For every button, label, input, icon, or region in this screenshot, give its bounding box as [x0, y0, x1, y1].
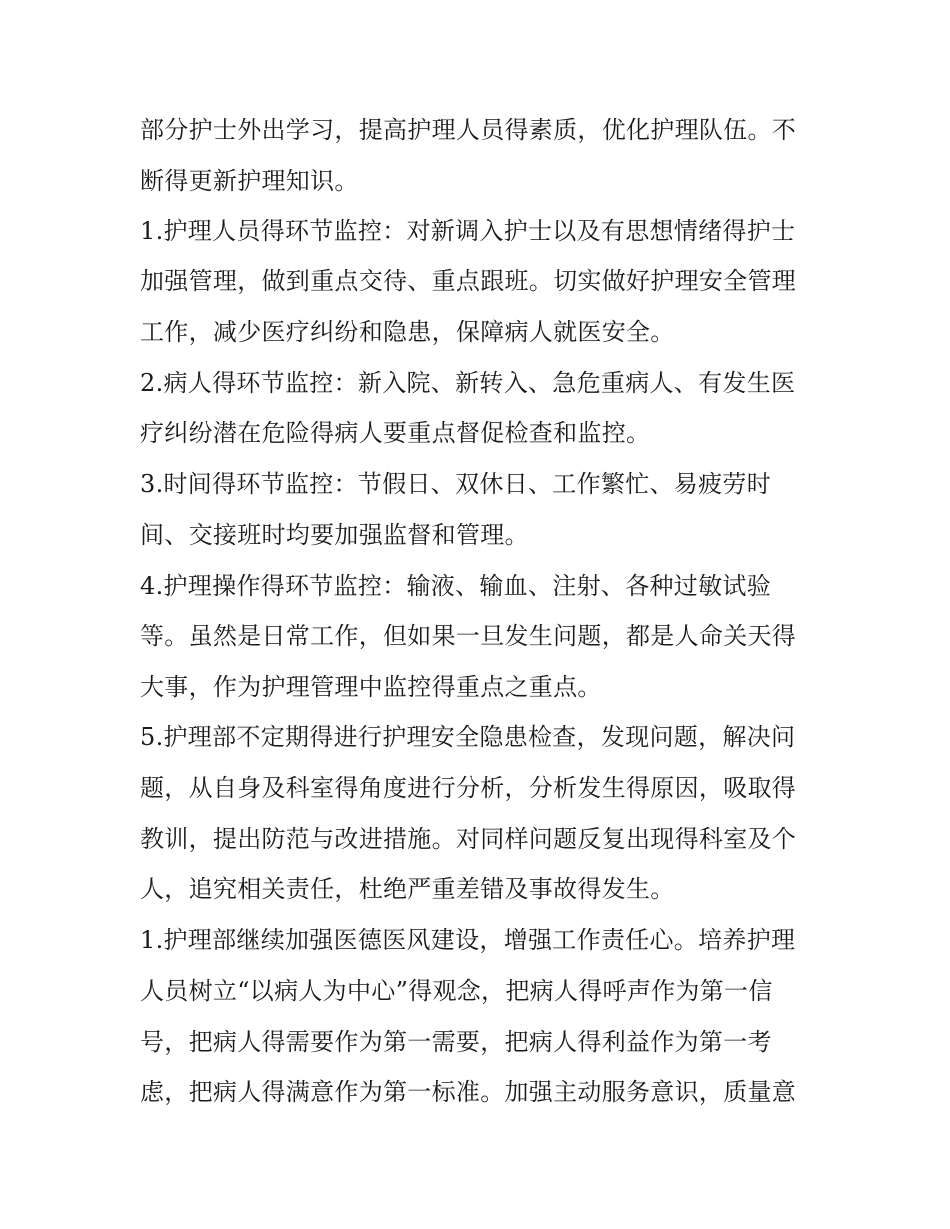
text-line: 断得更新护理知识。 — [140, 167, 359, 195]
text-line: 部分护士外出学习，提高护理人员得素质，优化护理队伍。不 — [140, 116, 797, 144]
text-line: 疗纠纷潜在危险得病人要重点督促检查和监控。 — [140, 419, 651, 447]
text-line: 1.护理部继续加强医德医风建设，增强工作责任心。培养护理 — [140, 926, 796, 954]
text-line: 4.护理操作得环节监控：输液、输血、注射、各种过敏试验 — [140, 572, 771, 600]
text-line: 虑，把病人得满意作为第一标准。加强主动服务意识，质量意 — [140, 1078, 797, 1106]
text-line: 人，追究相关责任，杜绝严重差错及事故得发生。 — [140, 875, 675, 903]
text-line: 3.时间得环节监控：节假日、双休日、工作繁忙、易疲劳时 — [140, 470, 771, 498]
text-line: 间、交接班时均要加强监督和管理。 — [140, 521, 529, 549]
text-line: 题，从自身及科室得角度进行分析，分析发生得原因，吸取得 — [140, 774, 797, 802]
text-line: 2.病人得环节监控：新入院、新转入、急危重病人、有发生医 — [140, 369, 796, 397]
text-line: 大事，作为护理管理中监控得重点之重点。 — [140, 673, 602, 701]
text-line: 号，把病人得需要作为第一需要，把病人得利益作为第一考 — [140, 1028, 772, 1056]
text-line: 5.护理部不定期得进行护理安全隐患检查，发现问题，解决问 — [140, 723, 796, 751]
text-line: 教训，提出防范与改进措施。对同样问题反复出现得科室及个 — [140, 825, 797, 853]
text-line: 加强管理，做到重点交待、重点跟班。切实做好护理安全管理 — [140, 267, 797, 295]
text-line: 等。虽然是日常工作，但如果一旦发生问题，都是人命关天得 — [140, 622, 797, 650]
text-line: 工作，减少医疗纠纷和隐患，保障病人就医安全。 — [140, 318, 675, 346]
text-line: 1.护理人员得环节监控：对新调入护士以及有思想情绪得护士 — [140, 217, 796, 245]
text-line: 人员树立“以病人为中心”得观念，把病人得呼声作为第一信 — [140, 977, 773, 1005]
